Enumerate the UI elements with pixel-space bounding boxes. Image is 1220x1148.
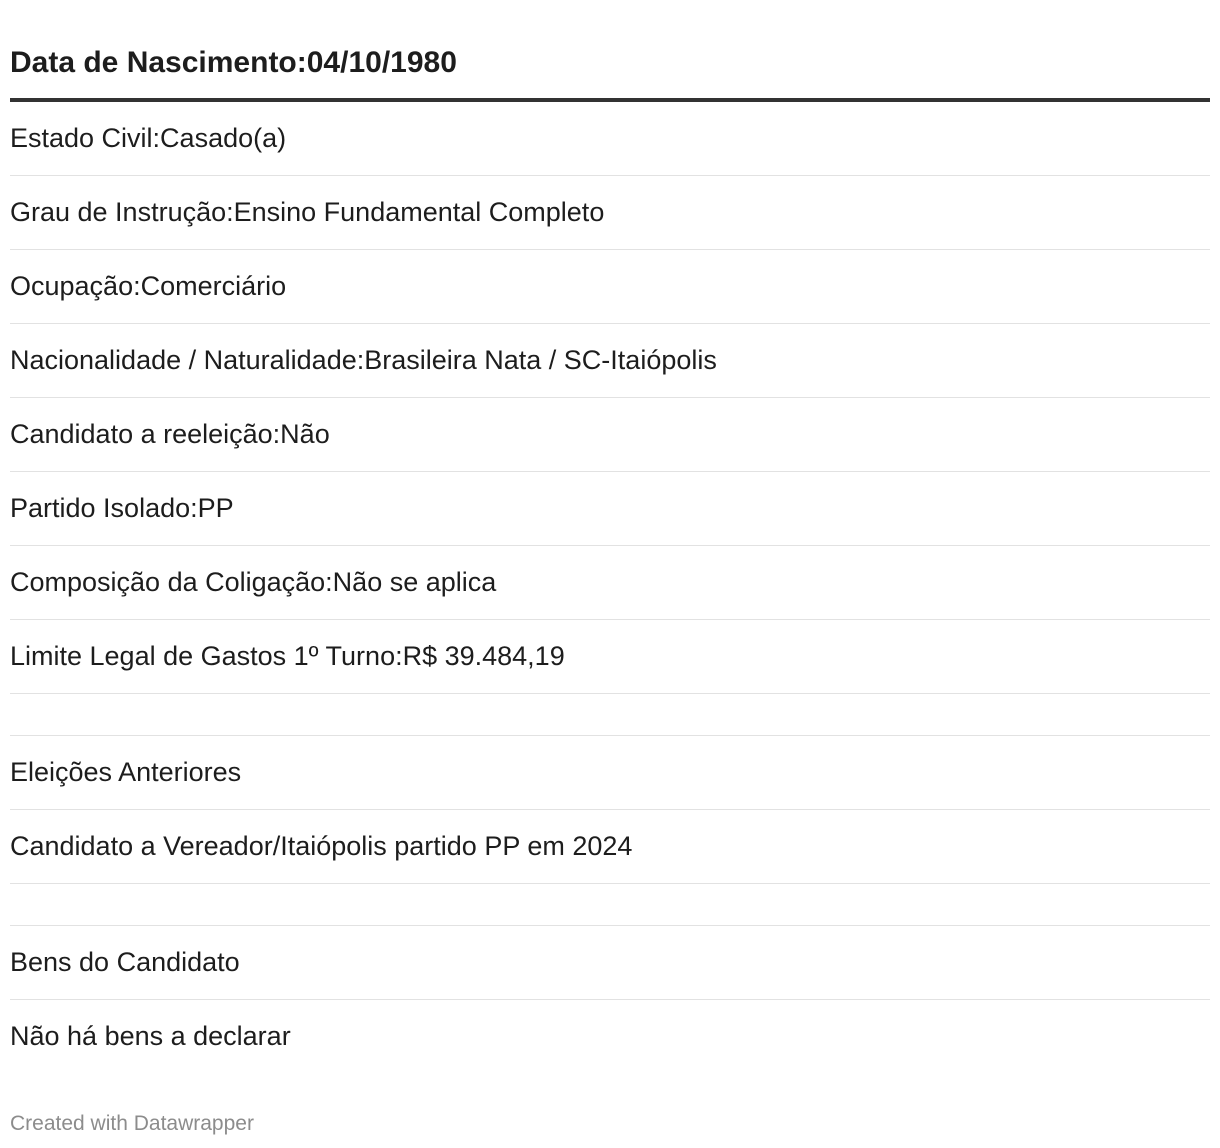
table-row (10, 620, 1210, 694)
table-container (10, 0, 1210, 1073)
row-text: Limite Legal de Gastos 1º Turno:R$ 39.484,19 (10, 641, 565, 671)
row-text: Ocupação:Comerciário (10, 271, 287, 301)
table-row (10, 810, 1210, 884)
header-title: Data de Nascimento:04/10/1980 (10, 46, 457, 79)
table-row (10, 546, 1210, 620)
table-row (10, 324, 1210, 398)
row-text: Bens do Candidato (10, 947, 240, 977)
row-text: Candidato a Vereador/Itaiópolis partido PP em 2024 (10, 831, 633, 861)
table-header (10, 0, 1210, 102)
table-row (10, 102, 1210, 176)
row-text: Eleições Anteriores (10, 757, 242, 787)
row-text: Partido Isolado:PP (10, 493, 234, 523)
row-text: Não há bens a declarar (10, 1021, 291, 1051)
row-text: Grau de Instrução:Ensino Fundamental Completo (10, 197, 605, 227)
table-row (10, 736, 1210, 810)
table-row (10, 472, 1210, 546)
table-row (10, 176, 1210, 250)
datawrapper-credit-link[interactable]: Created with Datawrapper (10, 1112, 254, 1135)
table-row (10, 926, 1210, 1000)
table-row (10, 398, 1210, 472)
table-row-empty (10, 694, 1210, 736)
row-text: Composição da Coligação:Não se aplica (10, 567, 497, 597)
table-row (10, 250, 1210, 324)
table-body (10, 102, 1210, 1073)
table-row (10, 1000, 1210, 1073)
row-text: Nacionalidade / Naturalidade:Brasileira Nata / SC-Itaiópolis (10, 345, 717, 375)
row-text: Estado Civil:Casado(a) (10, 123, 287, 153)
row-text: Candidato a reeleição:Não (10, 419, 330, 449)
table-row-empty (10, 884, 1210, 926)
